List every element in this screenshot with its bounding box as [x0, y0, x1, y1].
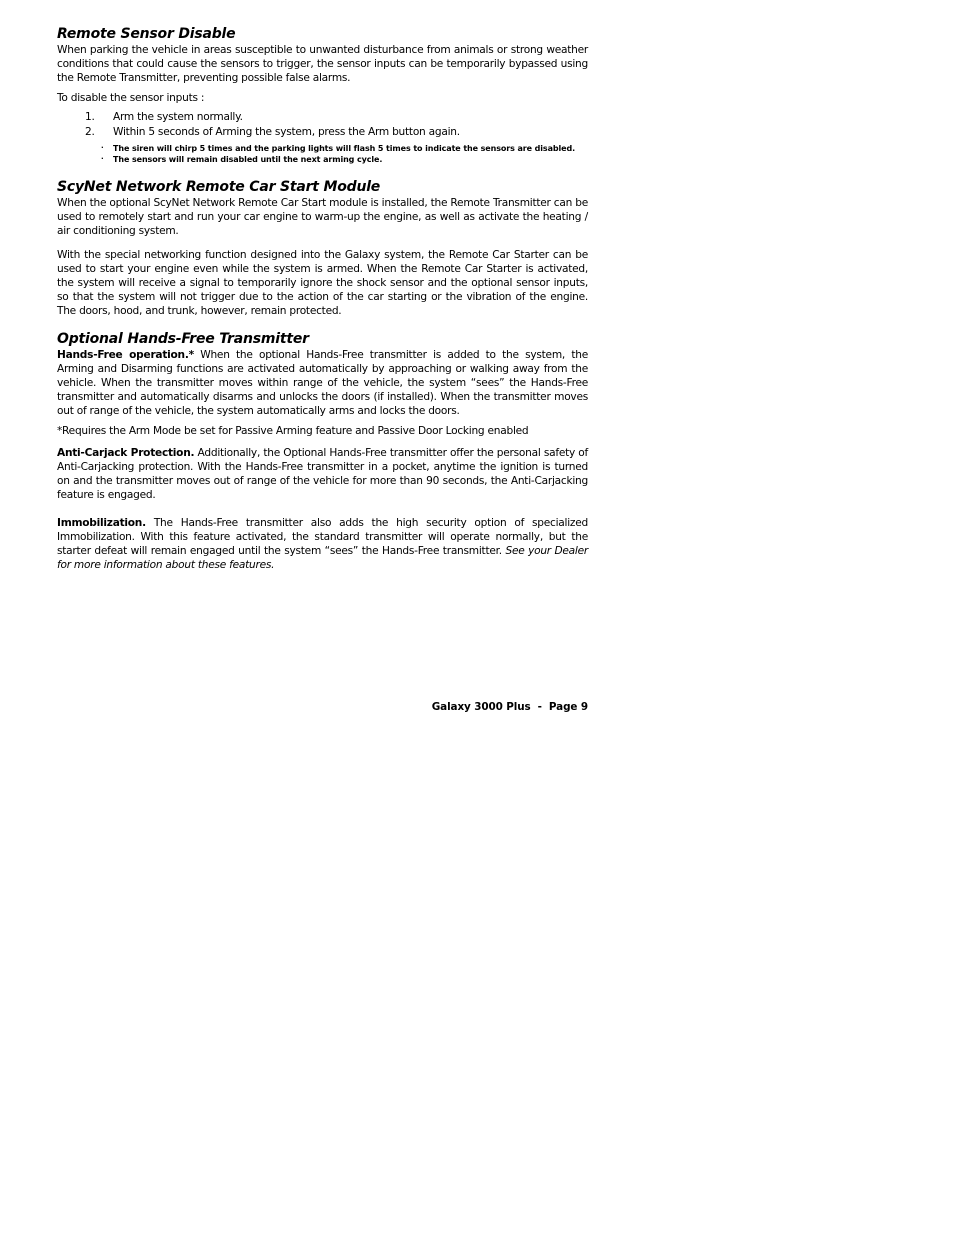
handsfree-operation-label: Hands-Free operation.*	[57, 349, 194, 361]
step-text: Arm the system normally.	[113, 111, 243, 123]
step-item	[57, 110, 588, 125]
handsfree-footnote: *Requires the Arm Mode be set for Passive Arming feature and Passive Door Locking enabled	[57, 425, 529, 437]
step-text: Within 5 seconds of Arming the system, press the Arm button again.	[113, 126, 460, 138]
step-number: 1.	[85, 111, 95, 123]
handsfree-heading: Optional Hands-Free Transmitter	[57, 331, 309, 347]
remote-sensor-intro: When parking the vehicle in areas susceptible to unwanted disturbance from animals or strong weather conditions that could cause the sensors to trigger, the sensor inputs can be temporarily bypassed using the Remote Transmitter, preventing possible false alarms.	[57, 44, 588, 84]
note-item	[57, 143, 588, 154]
anticarjack-paragraph	[57, 446, 588, 502]
remote-sensor-lead: To disable the sensor inputs :	[57, 92, 205, 104]
anticarjack-text: Additionally, the Optional Hands-Free transmitter offer the personal safety of Anti-Carjacking protection. With the Hands-Free transmitter in a pocket, anytime the ignition is turned on and the transmitter moves out of range of the vehicle for more than 90 seconds, the Anti-Carjacking feature is engaged.	[57, 447, 588, 501]
note-text: The siren will chirp 5 times and the parking lights will flash 5 times to indicate the sensors are disabled.	[113, 144, 576, 153]
manual-page	[57, 26, 588, 572]
scynet-heading: ScyNet Network Remote Car Start Module	[57, 179, 381, 195]
handsfree-operation-paragraph	[57, 348, 588, 418]
dealer-info-note: See your Dealer for more information about these features.	[57, 545, 588, 571]
note-item	[57, 154, 588, 165]
step-item	[57, 125, 588, 140]
immobilization-paragraph	[57, 516, 588, 572]
immobilization-text: The Hands-Free transmitter also adds the high security option of specialized Immobilization. With this feature activated, the standard transmitter will operate normally, but the starter defeat will remain engaged until the system “sees” the Hands-Free transmitter.	[57, 517, 588, 557]
bullet-dot-icon: ·	[101, 155, 104, 163]
page-footer: Galaxy 3000 Plus - Page 9	[431, 701, 588, 713]
step-number: 2.	[85, 126, 95, 138]
immobilization-label: Immobilization.	[57, 517, 146, 529]
note-text: The sensors will remain disabled until the next arming cycle.	[113, 155, 383, 164]
handsfree-operation-text: When the optional Hands-Free transmitter is added to the system, the Arming and Disarming functions are activated automatically by approaching or walking away from the vehicle. When the transmitter moves within range of the vehicle, the system “sees” the Hands-Free transmitter and automatically disarms and unlocks the doors (if installed). When the transmitter moves out of range of the vehicle, the system automatically arms and locks the doors.	[57, 349, 588, 417]
bullet-dot-icon: ·	[101, 144, 104, 152]
anticarjack-label: Anti-Carjack Protection.	[57, 447, 195, 459]
remote-sensor-disable-heading: Remote Sensor Disable	[57, 26, 236, 42]
scynet-paragraph-2: With the special networking function designed into the Galaxy system, the Remote Car Starter can be used to start your engine even while the system is armed. When the Remote Car Starter is activated, the system will receive a signal to temporarily ignore the shock sensor and the optional sensor inputs, so that the system will not trigger due to the action of the car starting or the vibration of the engine. The doors, hood, and trunk, however, remain protected.	[57, 249, 588, 317]
disable-notes-list	[57, 143, 588, 165]
disable-steps-list	[57, 110, 588, 140]
scynet-paragraph-1: When the optional ScyNet Network Remote Car Start module is installed, the Remote Transmitter can be used to remotely start and run your car engine to warm-up the engine, as well as activate the heating / air conditioning system.	[57, 197, 588, 237]
